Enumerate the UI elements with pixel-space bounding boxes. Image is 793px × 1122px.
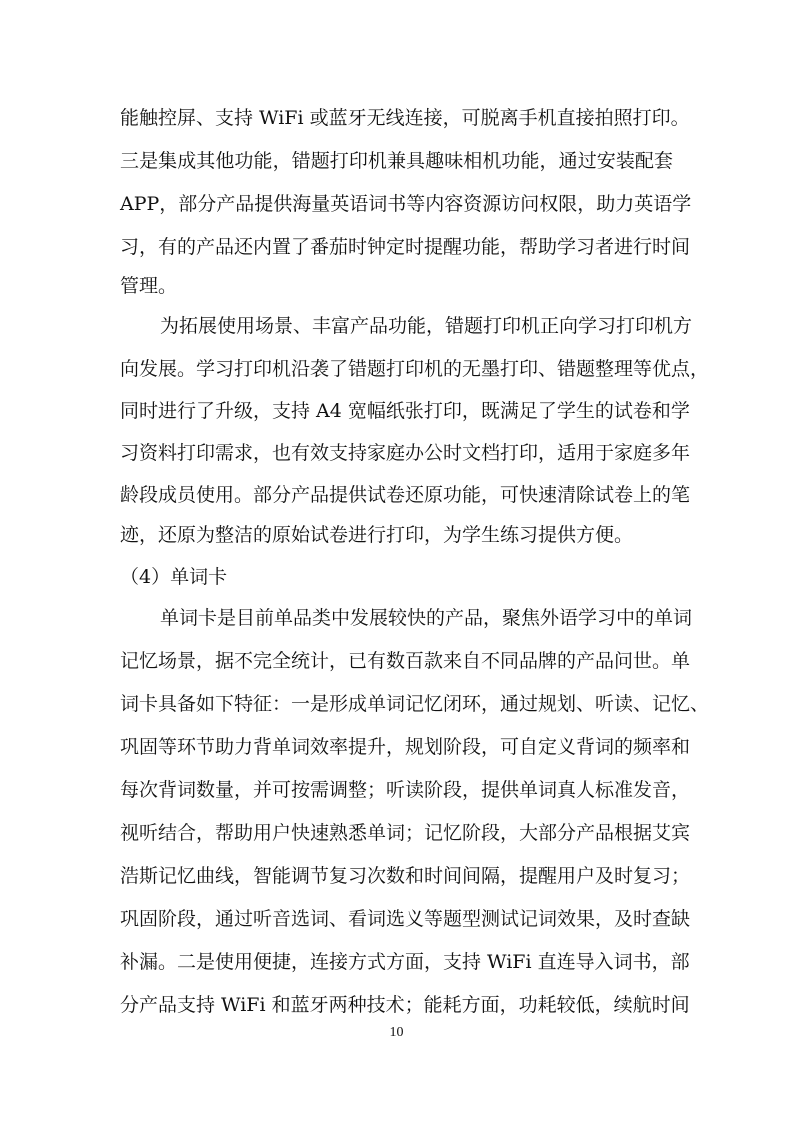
text-line: 三是集成其他功能，错题打印机兼具趣味相机功能，通过安装配套 bbox=[120, 150, 673, 172]
text-line: 浩斯记忆曲线，智能调节复习次数和时间间隔，提醒用户及时复习； bbox=[120, 865, 691, 887]
text-line: 单词卡是目前单品类中发展较快的产品，聚焦外语学习中的单词 bbox=[160, 607, 693, 629]
text-line: 管理。 bbox=[120, 275, 178, 297]
text-line: 词卡具备如下特征：一是形成单词记忆闭环，通过规划、听读、记忆、 bbox=[120, 693, 710, 715]
page-number: 10 bbox=[389, 1025, 404, 1040]
text-line: APP，部分产品提供海量英语词书等内容资源访问权限，助力英语学 bbox=[120, 193, 692, 215]
text-line: 能触控屏、支持 WiFi 或蓝牙无线连接，可脱离手机直接拍照打印。 bbox=[120, 107, 690, 129]
text-line: 分产品支持 WiFi 和蓝牙两种技术；能耗方面，功耗较低，续航时间 bbox=[120, 994, 690, 1016]
text-line: 龄段成员使用。部分产品提供试卷还原功能，可快速清除试卷上的笔 bbox=[120, 484, 691, 506]
text-line: 每次背词数量，并可按需调整；听读阶段，提供单词真人标准发音， bbox=[120, 779, 691, 801]
section-heading: （4）单词卡 bbox=[120, 566, 228, 588]
text-line: 同时进行了升级，支持 A4 宽幅纸张打印，既满足了学生的试卷和学 bbox=[120, 400, 690, 422]
text-line: 巩固阶段，通过听音选词、看词选义等题型测试记词效果，及时查缺 bbox=[120, 908, 691, 930]
text-line: 迹，还原为整洁的原始试卷进行打印，为学生练习提供方便。 bbox=[120, 524, 634, 546]
text-line: 巩固等环节助力背单词效率提升，规划阶段，可自定义背词的频率和 bbox=[120, 736, 691, 758]
text-line: 习资料打印需求，也有效支持家庭办公时文档打印，适用于家庭多年 bbox=[120, 442, 691, 464]
text-line: 补漏。二是使用便捷，连接方式方面，支持 WiFi 直连导入词书，部 bbox=[120, 951, 690, 973]
text-line: 习，有的产品还内置了番茄时钟定时提醒功能，帮助学习者进行时间 bbox=[120, 236, 691, 258]
text-line: 向发展。学习打印机沿袭了错题打印机的无墨打印、错题整理等优点， bbox=[120, 358, 710, 380]
text-line: 为拓展使用场景、丰富产品功能，错题打印机正向学习打印机方 bbox=[160, 315, 693, 337]
text-line: 记忆场景，据不完全统计，已有数百款来自不同品牌的产品问世。单 bbox=[120, 650, 691, 672]
text-line: 视听结合，帮助用户快速熟悉单词；记忆阶段，大部分产品根据艾宾 bbox=[120, 822, 691, 844]
